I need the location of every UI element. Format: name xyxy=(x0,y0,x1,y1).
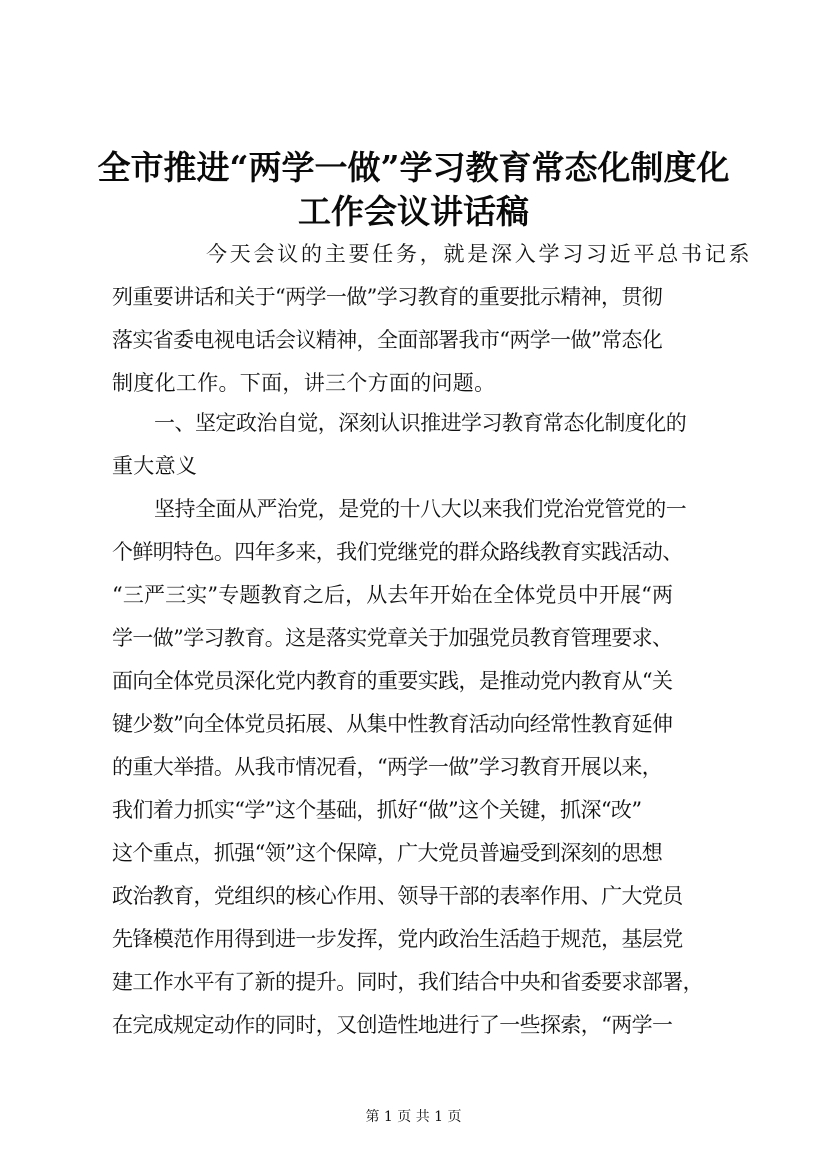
body-line-14: 政治教育，党组织的核心作用、领导干部的表率作用、广大党员 xyxy=(112,884,683,908)
document-title-line-2: 工作会议讲话稿 xyxy=(298,192,529,231)
body-line-1: 今天会议的主要任务，就是深入学习习近平总书记系 xyxy=(206,242,753,266)
body-line-4: 制度化工作。下面，讲三个方面的问题。 xyxy=(112,371,496,395)
body-line-3: 落实省委电视电话会议精神，全面部署我市“两学一做”常态化 xyxy=(112,328,663,352)
body-line-17: 在完成规定动作的同时，又创造性地进行了一些探索，“两学一 xyxy=(112,1013,673,1037)
body-line-5: 坚持全面从严治党，是党的十八大以来我们党治党管党的一 xyxy=(154,497,687,521)
body-line-13: 这个重点，抓强“领”这个保障，广大党员普遍受到深刻的思想 xyxy=(112,841,663,865)
heading-line-1: 一、坚定政治自觉，深刻认识推进学习教育常态化制度化的 xyxy=(154,411,687,435)
body-line-12: 我们着力抓实“学”这个基础，抓好“做”这个关键，抓深“改” xyxy=(112,798,642,822)
body-line-6: 个鲜明特色。四年多来，我们党继党的群众路线教育实践活动、 xyxy=(112,540,683,564)
heading-line-2: 重大意义 xyxy=(112,454,198,478)
body-line-11: 的重大举措。从我市情况看，“两学一做”学习教育开展以来， xyxy=(112,755,663,779)
body-line-8: 学一做”学习教育。这是落实党章关于加强党员教育管理要求、 xyxy=(112,626,673,650)
body-line-9: 面向全体党员深化党内教育的重要实践，是推动党内教育从“关 xyxy=(112,669,673,693)
body-line-2: 列重要讲话和关于“两学一做”学习教育的重要批示精神，贯彻 xyxy=(112,285,663,309)
body-line-15: 先锋模范作用得到进一步发挥，党内政治生活趋于规范，基层党 xyxy=(112,927,683,951)
body-line-16: 建工作水平有了新的提升。同时，我们结合中央和省委要求部署， xyxy=(112,970,704,994)
body-line-10: 键少数”向全体党员拓展、从集中性教育活动向经常性教育延伸 xyxy=(112,712,673,736)
page-number-footer: 第 1 页 共 1 页 xyxy=(365,1109,462,1125)
body-line-7: “三严三实”专题教育之后，从去年开始在全体党员中开展“两 xyxy=(112,583,674,607)
document-title-line-1: 全市推进“两学一做”学习教育常态化制度化 xyxy=(97,148,730,187)
